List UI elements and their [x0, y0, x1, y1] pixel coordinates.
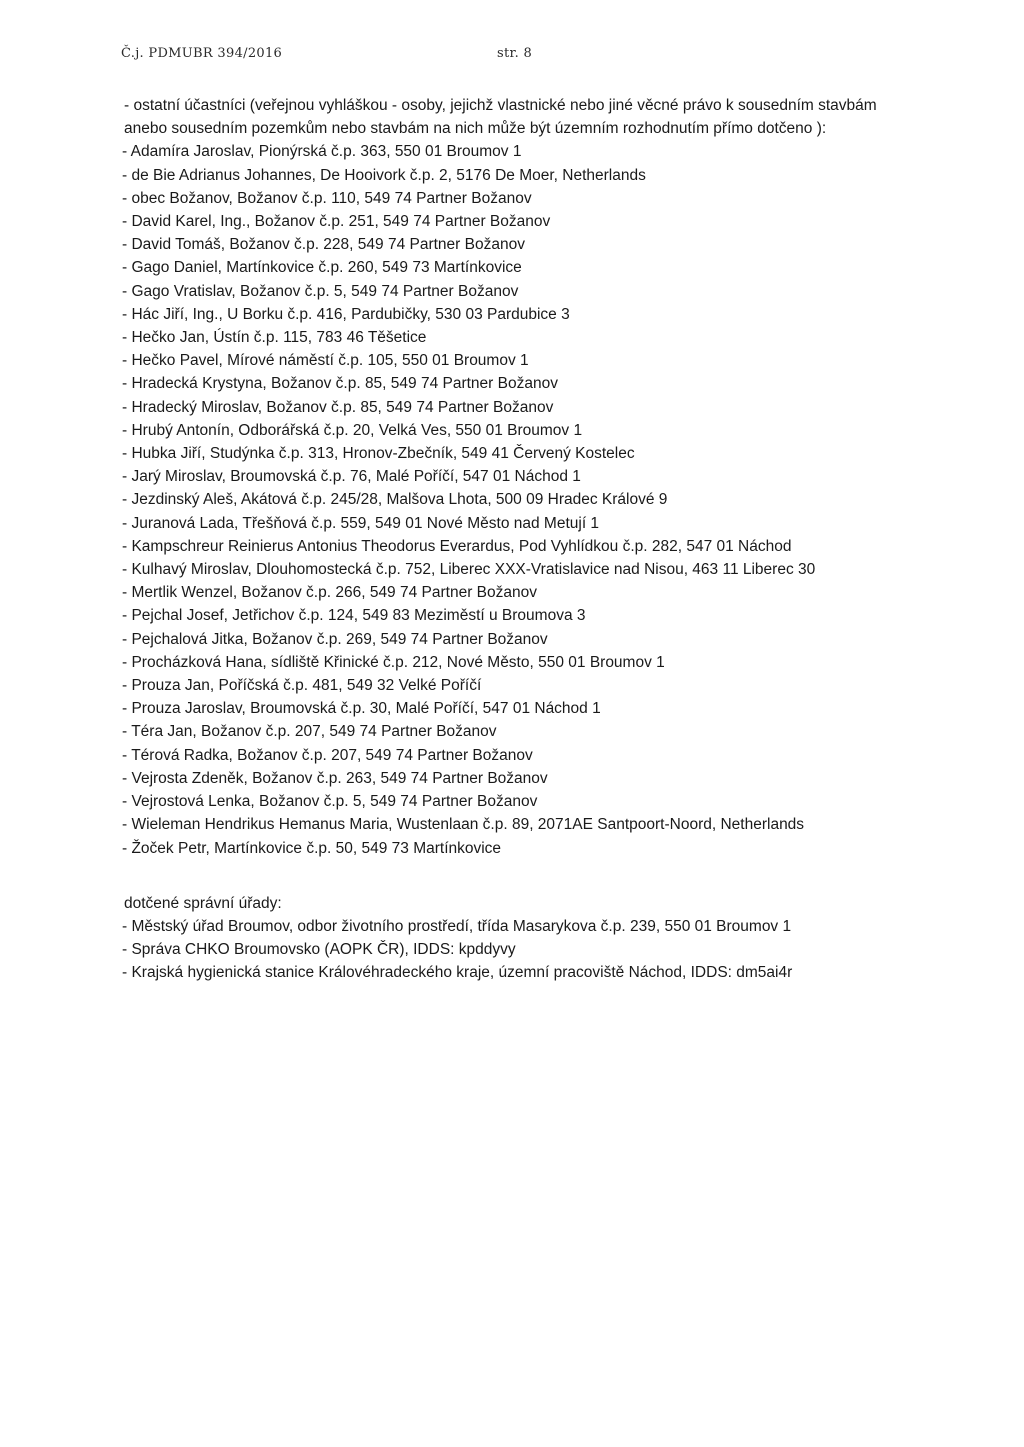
list-dash: - — [122, 607, 132, 625]
participant-item — [122, 349, 902, 372]
participants-intro: - ostatní účastníci (veřejnou vyhláškou - osoby, jejichž vlastnické nebo jiné věcné právo k sousedním stavbám anebo sousedním pozemkům nebo stavbám na nich může být územním rozhodnutím přímo dotčeno ): — [124, 97, 877, 138]
list-dash: - — [122, 491, 132, 509]
authority-item-text: Krajská hygienická stanice Královéhradeckého kraje, územní pracoviště Náchod, IDDS: dm5ai4r — [131, 964, 793, 982]
list-dash: - — [122, 329, 132, 347]
participant-item — [122, 164, 902, 187]
participant-item — [122, 488, 902, 511]
participant-item — [122, 465, 902, 488]
document-body — [122, 94, 902, 985]
participant-item — [122, 790, 902, 813]
participant-item — [122, 558, 902, 581]
participant-item-text: Gago Daniel, Martínkovice č.p. 260, 549 73 Martínkovice — [131, 259, 522, 277]
list-dash: - — [122, 236, 132, 254]
list-dash: - — [122, 282, 132, 300]
participant-item-text: Hubka Jiří, Studýnka č.p. 313, Hronov-Zbečník, 549 41 Červený Kostelec — [131, 445, 635, 463]
participant-item — [122, 140, 902, 163]
list-dash: - — [122, 514, 132, 532]
participant-item-text: Prouza Jaroslav, Broumovská č.p. 30, Malé Poříčí, 547 01 Náchod 1 — [131, 700, 601, 718]
participant-item — [122, 674, 902, 697]
participant-item — [122, 280, 902, 303]
participant-item-text: Jarý Miroslav, Broumovská č.p. 76, Malé Poříčí, 547 01 Náchod 1 — [131, 468, 581, 486]
list-dash: - — [122, 769, 132, 787]
authority-item-text: Správa CHKO Broumovsko (AOPK ČR), IDDS: kpddyvy — [131, 941, 516, 959]
list-dash: - — [122, 677, 132, 695]
participant-item — [122, 442, 902, 465]
list-dash: - — [122, 352, 132, 370]
participant-item — [122, 697, 902, 720]
participant-item — [122, 233, 902, 256]
participant-item — [122, 372, 902, 395]
authority-item-text: Městský úřad Broumov, odbor životního prostředí, třída Masarykova č.p. 239, 550 01 Broumov 1 — [131, 917, 792, 935]
authorities-title: dotčené správní úřady: — [124, 894, 282, 912]
list-dash: - — [122, 445, 132, 463]
participant-item — [122, 744, 902, 767]
participant-item-text: Térová Radka, Božanov č.p. 207, 549 74 Partner Božanov — [131, 746, 533, 764]
participant-item-text: Procházková Hana, sídliště Křinické č.p. 212, Nové Město, 550 01 Broumov 1 — [131, 653, 665, 671]
list-dash: - — [122, 700, 132, 718]
participant-item — [122, 210, 902, 233]
participant-item-text: Adamíra Jaroslav, Pionýrská č.p. 363, 550 01 Broumov 1 — [130, 143, 522, 161]
participant-item — [122, 651, 902, 674]
authority-item — [122, 915, 902, 938]
list-dash: - — [122, 305, 132, 323]
list-dash: - — [122, 723, 132, 741]
participant-item-text: David Tomáš, Božanov č.p. 228, 549 74 Partner Božanov — [131, 236, 525, 254]
participant-item-text: Kulhavý Miroslav, Dlouhomostecká č.p. 752, Liberec XXX-Vratislavice nad Nisou, 463 11 Liberec 30 — [131, 561, 816, 579]
participant-item-text: Mertlik Wenzel, Božanov č.p. 266, 549 74 Partner Božanov — [131, 584, 537, 602]
participant-item — [122, 512, 902, 535]
list-dash: - — [122, 189, 132, 207]
participant-item-text: Téra Jan, Božanov č.p. 207, 549 74 Partner Božanov — [131, 723, 497, 741]
participant-item — [122, 813, 902, 836]
participant-item — [122, 396, 902, 419]
authorities-list — [122, 915, 902, 985]
participant-item-text: Hečko Pavel, Mírové náměstí č.p. 105, 550 01 Broumov 1 — [131, 352, 529, 370]
authority-item — [122, 938, 902, 961]
authority-item — [122, 961, 902, 984]
participant-item-text: Juranová Lada, Třešňová č.p. 559, 549 01 Nové Město nad Metují 1 — [131, 514, 600, 532]
list-dash: - — [122, 816, 132, 834]
participants-list — [122, 140, 902, 859]
list-dash: - — [122, 839, 132, 857]
participant-item — [122, 604, 902, 627]
participant-item — [122, 419, 902, 442]
participant-item-text: Pejchal Josef, Jetřichov č.p. 124, 549 83 Meziměstí u Broumova 3 — [131, 607, 586, 625]
participant-item — [122, 326, 902, 349]
list-dash: - — [122, 398, 132, 416]
participant-item-text: Kampschreur Reinierus Antonius Theodorus Everardus, Pod Vyhlídkou č.p. 282, 547 01 Náchod — [131, 537, 792, 555]
participant-item-text: Wieleman Hendrikus Hemanus Maria, Wustenlaan č.p. 89, 2071AE Santpoort-Noord, Netherlands — [131, 816, 805, 834]
list-dash: - — [122, 468, 132, 486]
list-dash: - — [122, 653, 132, 671]
participant-item-text: Vejrosta Zdeněk, Božanov č.p. 263, 549 74 Partner Božanov — [131, 769, 548, 787]
participant-item — [122, 837, 902, 860]
participant-item — [122, 767, 902, 790]
list-dash: - — [122, 143, 131, 161]
list-dash: - — [122, 630, 132, 648]
list-dash: - — [122, 964, 132, 982]
list-dash: - — [122, 941, 132, 959]
participant-item-text: obec Božanov, Božanov č.p. 110, 549 74 Partner Božanov — [131, 189, 532, 207]
list-dash: - — [122, 213, 132, 231]
participant-item-text: Hác Jiří, Ing., U Borku č.p. 416, Pardubičky, 530 03 Pardubice 3 — [131, 305, 570, 323]
participant-item — [122, 303, 902, 326]
list-dash: - — [122, 259, 132, 277]
participant-item-text: de Bie Adrianus Johannes, De Hooivork č.p. 2, 5176 De Moer, Netherlands — [131, 166, 646, 184]
list-dash: - — [122, 584, 132, 602]
participant-item — [122, 581, 902, 604]
list-dash: - — [122, 917, 132, 935]
participant-item-text: Hradecký Miroslav, Božanov č.p. 85, 549 74 Partner Božanov — [131, 398, 554, 416]
participant-item-text: Pejchalová Jitka, Božanov č.p. 269, 549 74 Partner Božanov — [131, 630, 548, 648]
list-dash: - — [122, 421, 132, 439]
participant-item — [122, 720, 902, 743]
participant-item-text: Hrubý Antonín, Odborářská č.p. 20, Velká Ves, 550 01 Broumov 1 — [131, 421, 583, 439]
list-dash: - — [122, 561, 132, 579]
participant-item-text: David Karel, Ing., Božanov č.p. 251, 549 74 Partner Božanov — [131, 213, 551, 231]
reference-number: Č.j. PDMUBR 394/2016 — [121, 46, 283, 61]
participant-item-text: Hečko Jan, Ústín č.p. 115, 783 46 Těšetice — [131, 329, 427, 347]
list-dash: - — [122, 166, 132, 184]
participant-item-text: Hradecká Krystyna, Božanov č.p. 85, 549 74 Partner Božanov — [131, 375, 558, 393]
participant-item — [122, 535, 902, 558]
participant-item — [122, 187, 902, 210]
participant-item — [122, 256, 902, 279]
participant-item — [122, 628, 902, 651]
participant-item-text: Jezdinský Aleš, Akátová č.p. 245/28, Malšova Lhota, 500 09 Hradec Králové 9 — [131, 491, 668, 509]
list-dash: - — [122, 537, 132, 555]
participant-item-text: Vejrostová Lenka, Božanov č.p. 5, 549 74 Partner Božanov — [131, 793, 538, 811]
list-dash: - — [122, 746, 132, 764]
list-dash: - — [122, 793, 132, 811]
participant-item-text: Žoček Petr, Martínkovice č.p. 50, 549 73 Martínkovice — [131, 839, 502, 857]
list-dash: - — [122, 375, 132, 393]
page-number: str. 8 — [497, 46, 533, 61]
participant-item-text: Prouza Jan, Poříčská č.p. 481, 549 32 Velké Poříčí — [131, 677, 482, 695]
participant-item-text: Gago Vratislav, Božanov č.p. 5, 549 74 Partner Božanov — [131, 282, 519, 300]
